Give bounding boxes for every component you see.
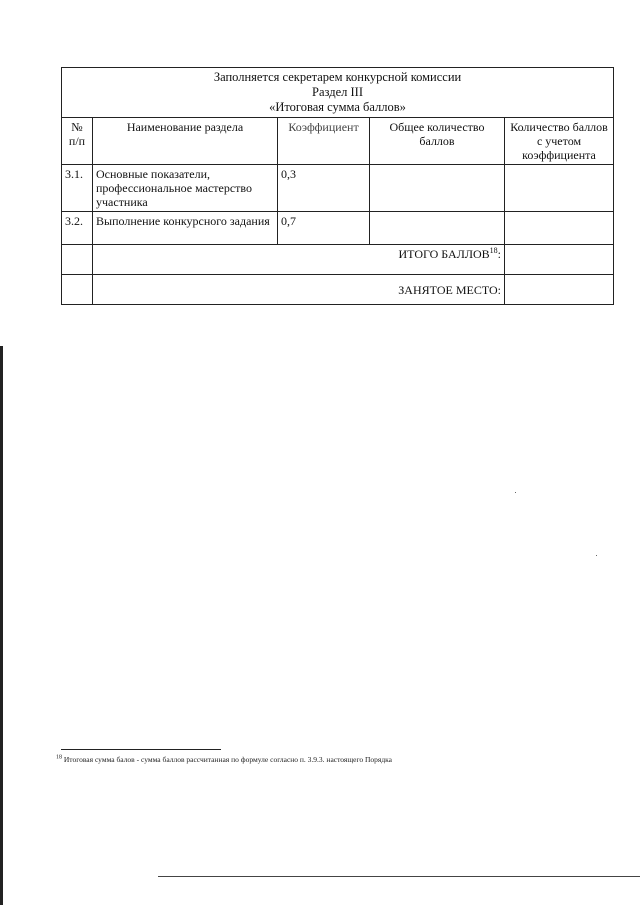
row-num: 3.2. xyxy=(62,212,93,245)
title-line-1: Заполняется секретарем конкурсной комиссии xyxy=(213,70,462,84)
row-weighted-cell[interactable] xyxy=(505,212,614,245)
title-line-3: «Итоговая сумма баллов» xyxy=(269,100,406,114)
total-row-blank xyxy=(62,245,93,275)
place-row-blank xyxy=(62,275,93,305)
scan-speck xyxy=(596,555,597,556)
total-value-cell[interactable] xyxy=(505,245,614,275)
col-header-name: Наименование раздела xyxy=(93,118,278,165)
scan-bottom-edge xyxy=(158,876,640,877)
score-table xyxy=(61,67,614,305)
scan-speck xyxy=(515,492,516,493)
table-row xyxy=(62,212,614,245)
col-header-weighted: Количество баллов с учетом коэффициента xyxy=(505,118,614,165)
table-row xyxy=(62,165,614,212)
row-name: Выполнение конкурсного задания xyxy=(93,212,278,245)
footnote-separator xyxy=(61,749,221,750)
row-total-cell[interactable] xyxy=(370,212,505,245)
footnote xyxy=(56,755,392,765)
col-header-total: Общее количество баллов xyxy=(370,118,505,165)
total-colon: : xyxy=(497,247,501,261)
row-coef: 0,7 xyxy=(278,212,370,245)
row-coef: 0,3 xyxy=(278,165,370,212)
scan-edge-shadow xyxy=(0,346,3,905)
title-line-2: Раздел III xyxy=(312,85,363,99)
place-label: ЗАНЯТОЕ МЕСТО: xyxy=(93,275,505,305)
col-header-coef: Коэффициент xyxy=(278,118,370,165)
col-header-num: № п/п xyxy=(62,118,93,165)
place-row xyxy=(62,275,614,305)
total-footnote-mark: 18 xyxy=(489,246,498,255)
column-header-row xyxy=(62,118,614,165)
total-label-cell xyxy=(93,245,505,275)
table-title xyxy=(62,68,614,118)
total-label: ИТОГО БАЛЛОВ xyxy=(398,247,490,261)
row-weighted-cell[interactable] xyxy=(505,165,614,212)
place-value-cell[interactable] xyxy=(505,275,614,305)
row-name: Основные показатели, профессиональное мастерство участника xyxy=(93,165,278,212)
total-row xyxy=(62,245,614,275)
footnote-text: Итоговая сумма балов - сумма баллов рассчитанная по формуле согласно п. 3.9.3. настоящего Порядка xyxy=(63,755,393,764)
footnote-mark: 18 xyxy=(56,754,62,761)
table-title-row xyxy=(62,68,614,118)
row-total-cell[interactable] xyxy=(370,165,505,212)
row-num: 3.1. xyxy=(62,165,93,212)
